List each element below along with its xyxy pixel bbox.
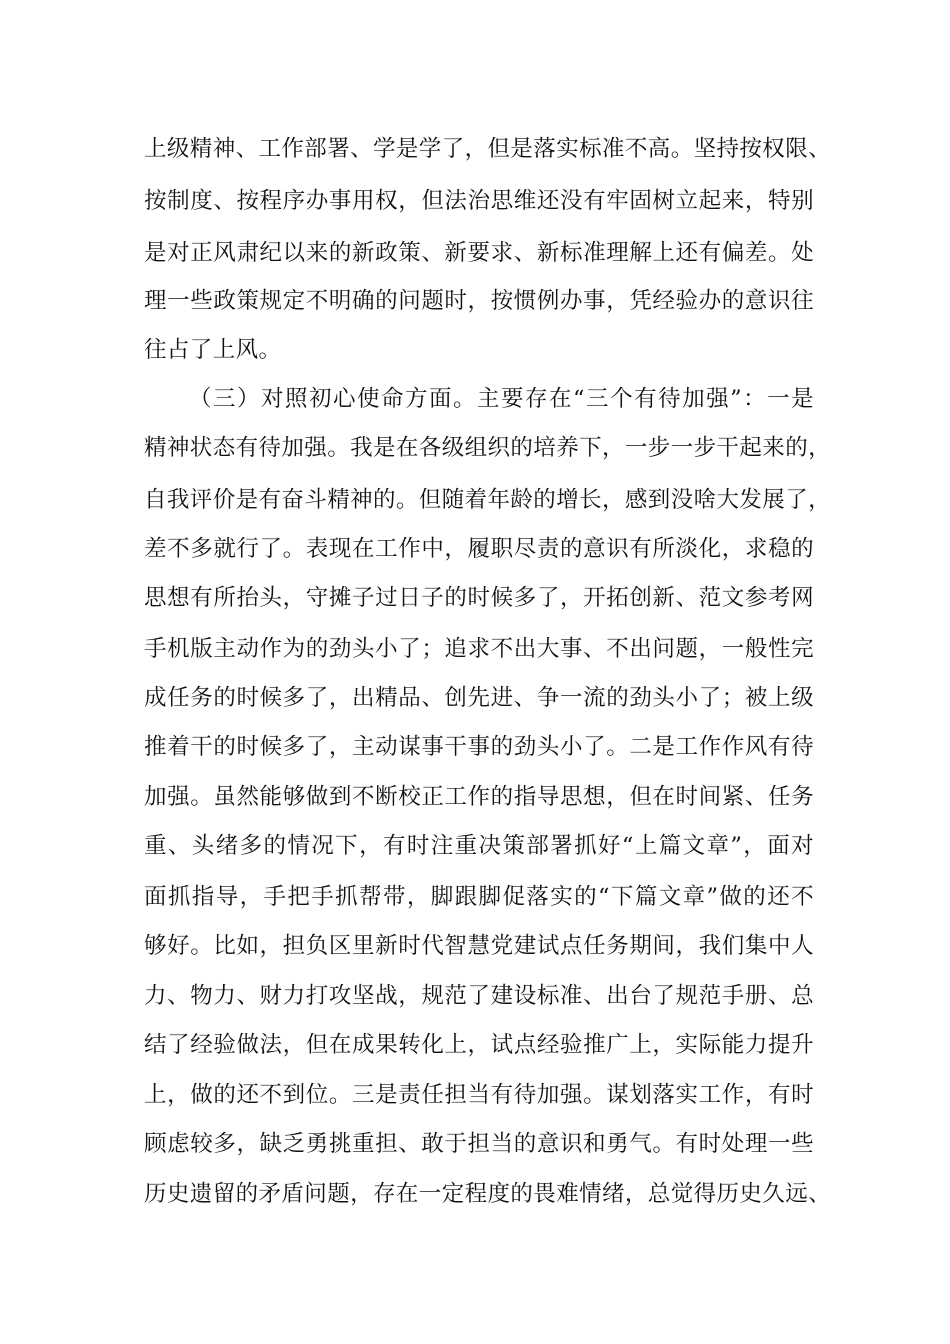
section-heading-line: （三）对照初心使命方面。主要存在“三个有待加强”：一是 <box>189 386 814 412</box>
text-line: 自我评价是有奋斗精神的。但随着年龄的增长，感到没啥大发展了， <box>144 487 832 513</box>
text-line: 上，做的还不到位。三是责任担当有待加强。谋划落实工作，有时 <box>144 1082 814 1108</box>
text-line: 精神状态有待加强。我是在各级组织的培养下，一步一步干起来的， <box>144 435 832 461</box>
text-line: 思想有所抬头，守摊子过日子的时候多了，开拓创新、范文参考网 <box>144 585 814 611</box>
text-line: 理一些政策规定不明确的问题时，按惯例办事，凭经验办的意识往 <box>144 288 814 314</box>
text-line: 是对正风肃纪以来的新政策、新要求、新标准理解上还有偏差。处 <box>144 240 814 266</box>
text-line: 成任务的时候多了，出精品、创先进、争一流的劲头小了；被上级 <box>144 685 814 711</box>
text-line: 按制度、按程序办事用权，但法治思维还没有牢固树立起来，特别 <box>144 188 814 214</box>
text-line: 差不多就行了。表现在工作中，履职尽责的意识有所淡化，求稳的 <box>144 536 814 562</box>
text-line: 手机版主动作为的劲头小了；追求不出大事、不出问题，一般性完 <box>144 636 814 662</box>
text-line: 推着干的时候多了，主动谋事干事的劲头小了。二是工作作风有待 <box>144 734 814 760</box>
text-line: 往占了上风。 <box>144 337 282 363</box>
text-line: 力、物力、财力打攻坚战，规范了建设标准、出台了规范手册、总 <box>144 983 814 1009</box>
text-line: 结了经验做法，但在成果转化上，试点经验推广上，实际能力提升 <box>144 1032 814 1058</box>
text-line: 面抓指导，手把手抓帮带，脚跟脚促落实的“下篇文章”做的还不 <box>144 884 814 910</box>
text-line: 上级精神、工作部署、学是学了，但是落实标准不高。坚持按权限、 <box>144 136 832 162</box>
text-line: 重、头绪多的情况下，有时注重决策部署抓好“上篇文章”，面对 <box>144 833 814 859</box>
text-line: 顾虑较多，缺乏勇挑重担、敢于担当的意识和勇气。有时处理一些 <box>144 1131 814 1157</box>
text-line: 加强。虽然能够做到不断校正工作的指导思想，但在时间紧、任务 <box>144 784 814 810</box>
text-line: 历史遗留的矛盾问题，存在一定程度的畏难情绪，总觉得历史久远、 <box>144 1181 832 1207</box>
text-line: 够好。比如，担负区里新时代智慧党建试点任务期间，我们集中人 <box>144 933 814 959</box>
